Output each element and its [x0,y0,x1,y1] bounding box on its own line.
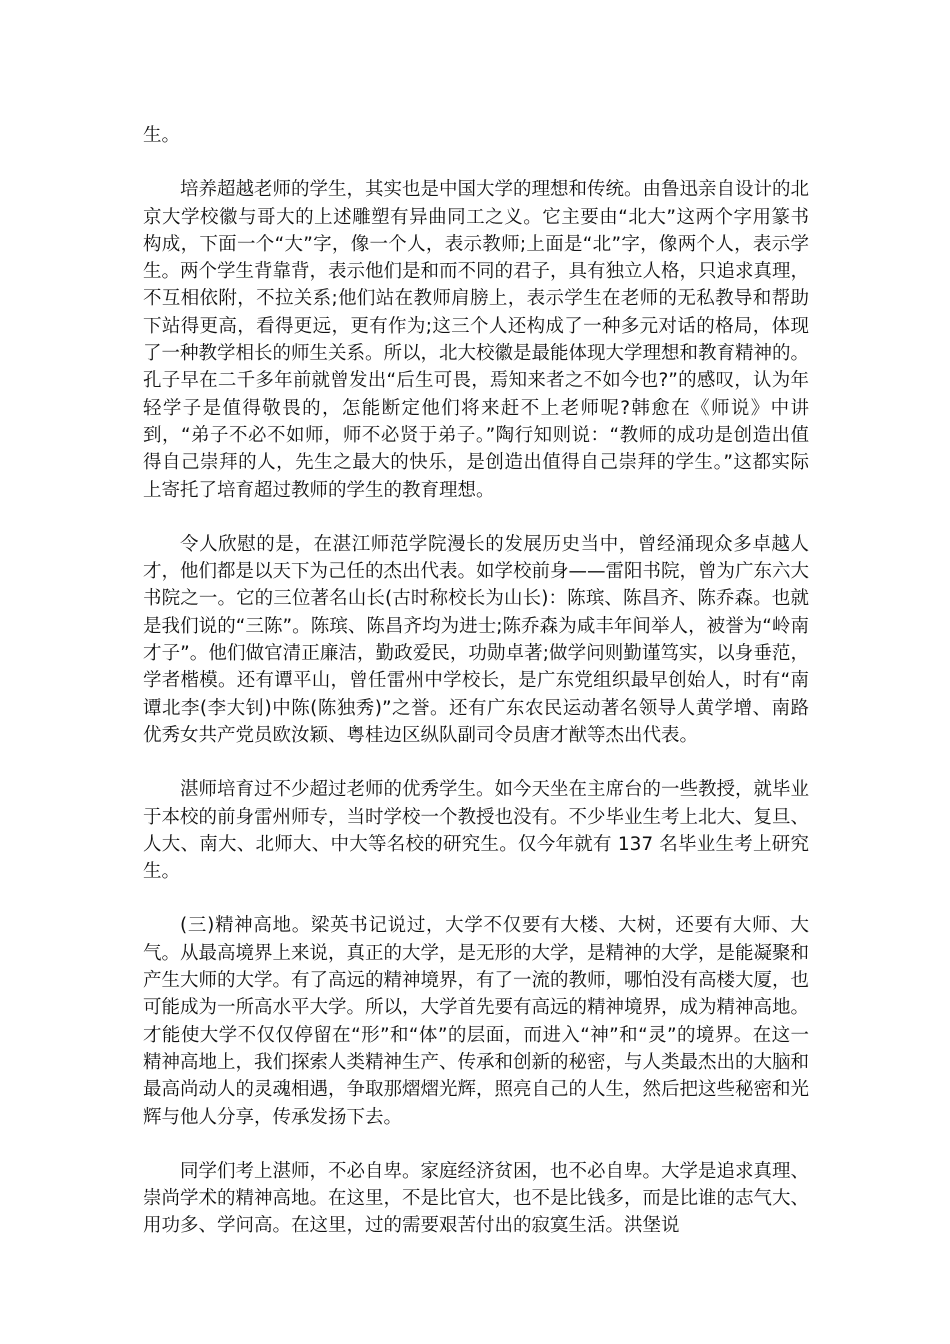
paragraph-1: 生。 [143,125,181,146]
paragraph-6: 同学们考上湛师，不必自卑。家庭经济贫困，也不必自卑。大学是追求真理、崇尚学术的精神高地。在这里，不是比官大，也不是比钱多，而是比谁的志气大、用功多、学问高。在这里，过的需要艰苦付出的寂寞生活。洪堡说 [143,1160,810,1237]
document-page [143,122,809,1267]
paragraph-4: 湛师培育过不少超过老师的优秀学生。如今天坐在主席台的一些教授，就毕业于本校的前身雷州师专，当时学校一个教授也没有。不少毕业生考上北大、复旦、人大、南大、北师大、中大等名校的研究生。仅今年就有 137 名毕业生考上研究生。 [143,779,810,883]
paragraph-5: (三)精神高地。梁英书记说过，大学不仅要有大楼、大树，还要有大师、大气。从最高境界上来说，真正的大学，是无形的大学，是精神的大学，是能凝聚和产生大师的大学。有了高远的精神境界，有了一流的教师，哪怕没有高楼大厦，也可能成为一所高水平大学。所以，大学首先要有高远的精神境界，成为精神高地。才能使大学不仅仅停留在“形”和“体”的层面，而进入“神”和“灵”的境界。在这一精神高地上，我们探索人类精神生产、传承和创新的秘密，与人类最杰出的大脑和最高尚动人的灵魂相遇，争取那熠熠光辉，照亮自己的人生，然后把这些秘密和光辉与他人分享，传承发扬下去。 [143,915,810,1128]
paragraph-3: 令人欣慰的是，在湛江师范学院漫长的发展历史当中，曾经涌现众多卓越人才，他们都是以天下为己任的杰出代表。如学校前身——雷阳书院，曾为广东六大书院之一。它的三位著名山长(古时称校长为山长)：陈瑸、陈昌齐、陈乔森。也就是我们说的“三陈”。陈瑸、陈昌齐均为进士;陈乔森为咸丰年间举人，被誉为“岭南才子”。他们做官清正廉洁，勤政爱民，功勋卓著;做学问则勤谨笃实，以身垂范，学者楷模。还有谭平山，曾任雷州中学校长，是广东党组织最早创始人，时有“南谭北李(李大钊)中陈(陈独秀)”之誉。还有广东农民运动著名领导人黄学增、南路优秀女共产党员欧汝颖、粤桂边区纵队副司令员唐才猷等杰出代表。 [143,533,810,746]
paragraph-2: 培养超越老师的学生，其实也是中国大学的理想和传统。由鲁迅亲自设计的北京大学校徽与哥大的上述雕塑有异曲同工之义。它主要由“北大”这两个字用篆书构成，下面一个“大”字，像一个人，表示教师;上面是“北”字，像两个人，表示学生。两个学生背靠背，表示他们是和而不同的君子，具有独立人格，只追求真理，不互相依附，不拉关系;他们站在教师肩膀上，表示学生在老师的无私教导和帮助下站得更高，看得更远，更有作为;这三个人还构成了一种多元对话的格局，体现了一种教学相长的师生关系。所以，北大校徽是最能体现大学理想和教育精神的。孔子早在二千多年前就曾发出“后生可畏，焉知来者之不如今也?”的感叹，认为年轻学子是值得敬畏的，怎能断定他们将来赶不上老师呢?韩愈在《师说》中讲到，“弟子不必不如师，师不必贤于弟子。”陶行知则说：“教师的成功是创造出值得自己崇拜的人，先生之最大的快乐，是创造出值得自己崇拜的学生。”这都实际上寄托了培育超过教师的学生的教育理想。 [143,179,810,501]
